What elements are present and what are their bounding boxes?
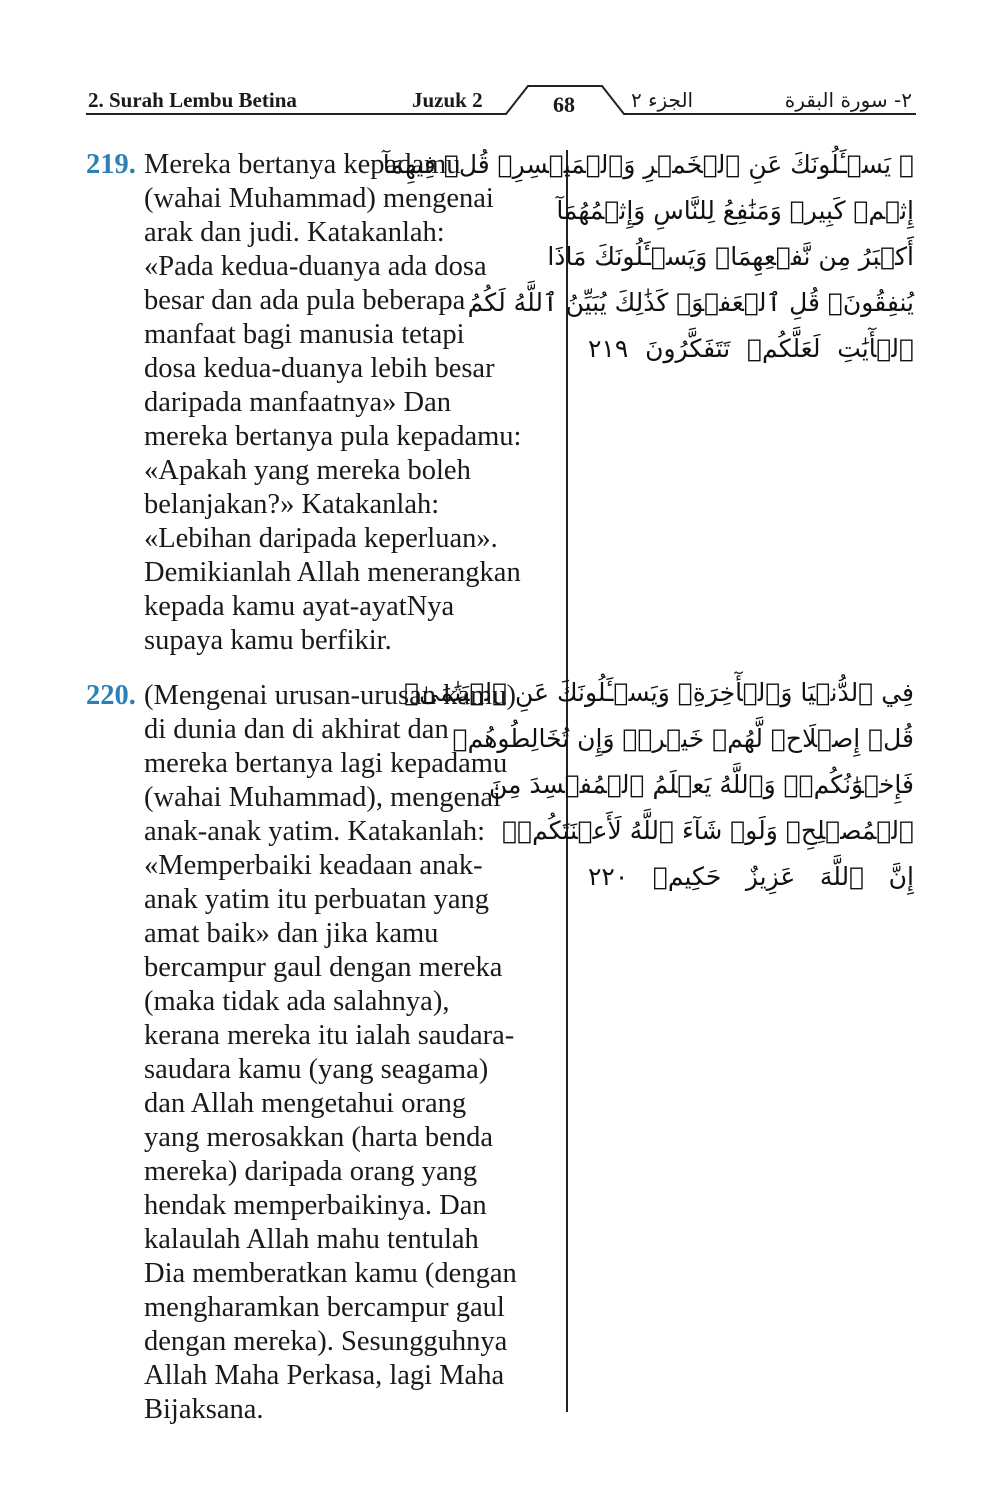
surah-title-arabic: ٢- سورة البقرة [784, 88, 912, 112]
arabic-line: يُنفِقُونَۖ قُلِ ٱلۡعَفۡوَۗ كَذَٰلِكَ يُبَيِّنُ ٱللَّهُ لَكُمُ [467, 288, 914, 317]
verse-219-arabic [382, 142, 914, 372]
arabic-line: أَكۡبَرُ مِن نَّفۡعِهِمَاۗ وَيَسۡـَٔلُونَكَ مَاذَا [547, 242, 914, 271]
arabic-line: فِي ٱلدُّنۡيَا وَٱلۡأٓخِرَةِۗ وَيَسۡـَٔلُونَكَ عَنِ ٱلۡيَتَٰمَىٰۖ [404, 678, 914, 707]
juz-label-arabic: الجزء ٢ [631, 88, 694, 112]
verse-219-translation [86, 148, 556, 658]
arabic-line: ٱلۡأٓيَٰتِ لَعَلَّكُمۡ تَتَفَكَّرُونَ ٢١٩ [588, 334, 914, 363]
page-number: 68 [553, 92, 575, 117]
arabic-line: فَإِخۡوَٰنُكُمۡۚ وَٱللَّهُ يَعۡلَمُ ٱلۡمُفۡسِدَ مِنَ [488, 770, 914, 799]
arabic-line: قُلۡ إِصۡلَاحٞ لَّهُمۡ خَيۡرٞۖ وَإِن تُخَالِطُوهُمۡ [452, 724, 914, 753]
verse-220-arabic [404, 670, 914, 900]
juzuk-label: Juzuk 2 [412, 88, 483, 112]
verse-number: 219. [86, 149, 136, 180]
verse-220-translation [86, 679, 556, 1427]
arabic-line: إِثۡمٞ كَبِيرٞ وَمَنَٰفِعُ لِلنَّاسِ وَإِثۡمُهُمَآ [556, 196, 914, 225]
page-header [86, 78, 916, 128]
arabic-line: إِنَّ ٱللَّهَ عَزِيزٌ حَكِيمٞ ٢٢٠ [588, 862, 914, 891]
arabic-line: ۞ يَسۡـَٔلُونَكَ عَنِ ٱلۡخَمۡرِ وَٱلۡمَيۡسِرِۖ قُلۡ فِيهِمَآ [382, 150, 914, 179]
verse-text: Mereka bertanya kepadamu (wahai Muhammad) mengenai arak dan judi. Katakanlah: «Pada kedua-duanya ada dosa besar dan ada pula beberapa manfaat bagi manusia tetapi dosa kedua-duanya lebih besar daripada manfaatnya» Dan mereka bertanya pula kepadamu: «Apakah yang mereka boleh belanjakan?» Katakanlah: «Lebihan daripada keperluan». Demikianlah Allah menerangkan kepada kamu ayat-ayatNya supaya kamu berfikir. [144, 149, 522, 656]
surah-title-latin: 2. Surah Lembu Betina [88, 88, 297, 112]
verse-text: (Mengenai urusan-urusan kamu) di dunia dan di akhirat dan mereka bertanya lagi kepadamu (wahai Muhammad), mengenai anak-anak yatim. Katakanlah: «Memperbaiki keadaan anak- anak yatim itu perbuatan yang amat baik» dan jika kamu bercampur gaul dengan mereka (maka tidak ada salahnya), kerana mereka itu ialah saudara- saudara kamu (yang seagama) dan Allah mengetahui orang yang merosakkan (harta benda mereka) daripada orang yang hendak memperbaikinya. Dan kalaulah Allah mahu tentulah Dia memberatkan kamu (dengan mengharamkan bercampur gaul dengan mereka). Sesungguhnya Allah Maha Perkasa, lagi Maha Bijaksana. [144, 680, 517, 1425]
arabic-line: ٱلۡمُصۡلِحِۚ وَلَوۡ شَآءَ ٱللَّهُ لَأَعۡنَتَكُمۡۚ [502, 816, 914, 845]
verse-number: 220. [86, 680, 136, 711]
